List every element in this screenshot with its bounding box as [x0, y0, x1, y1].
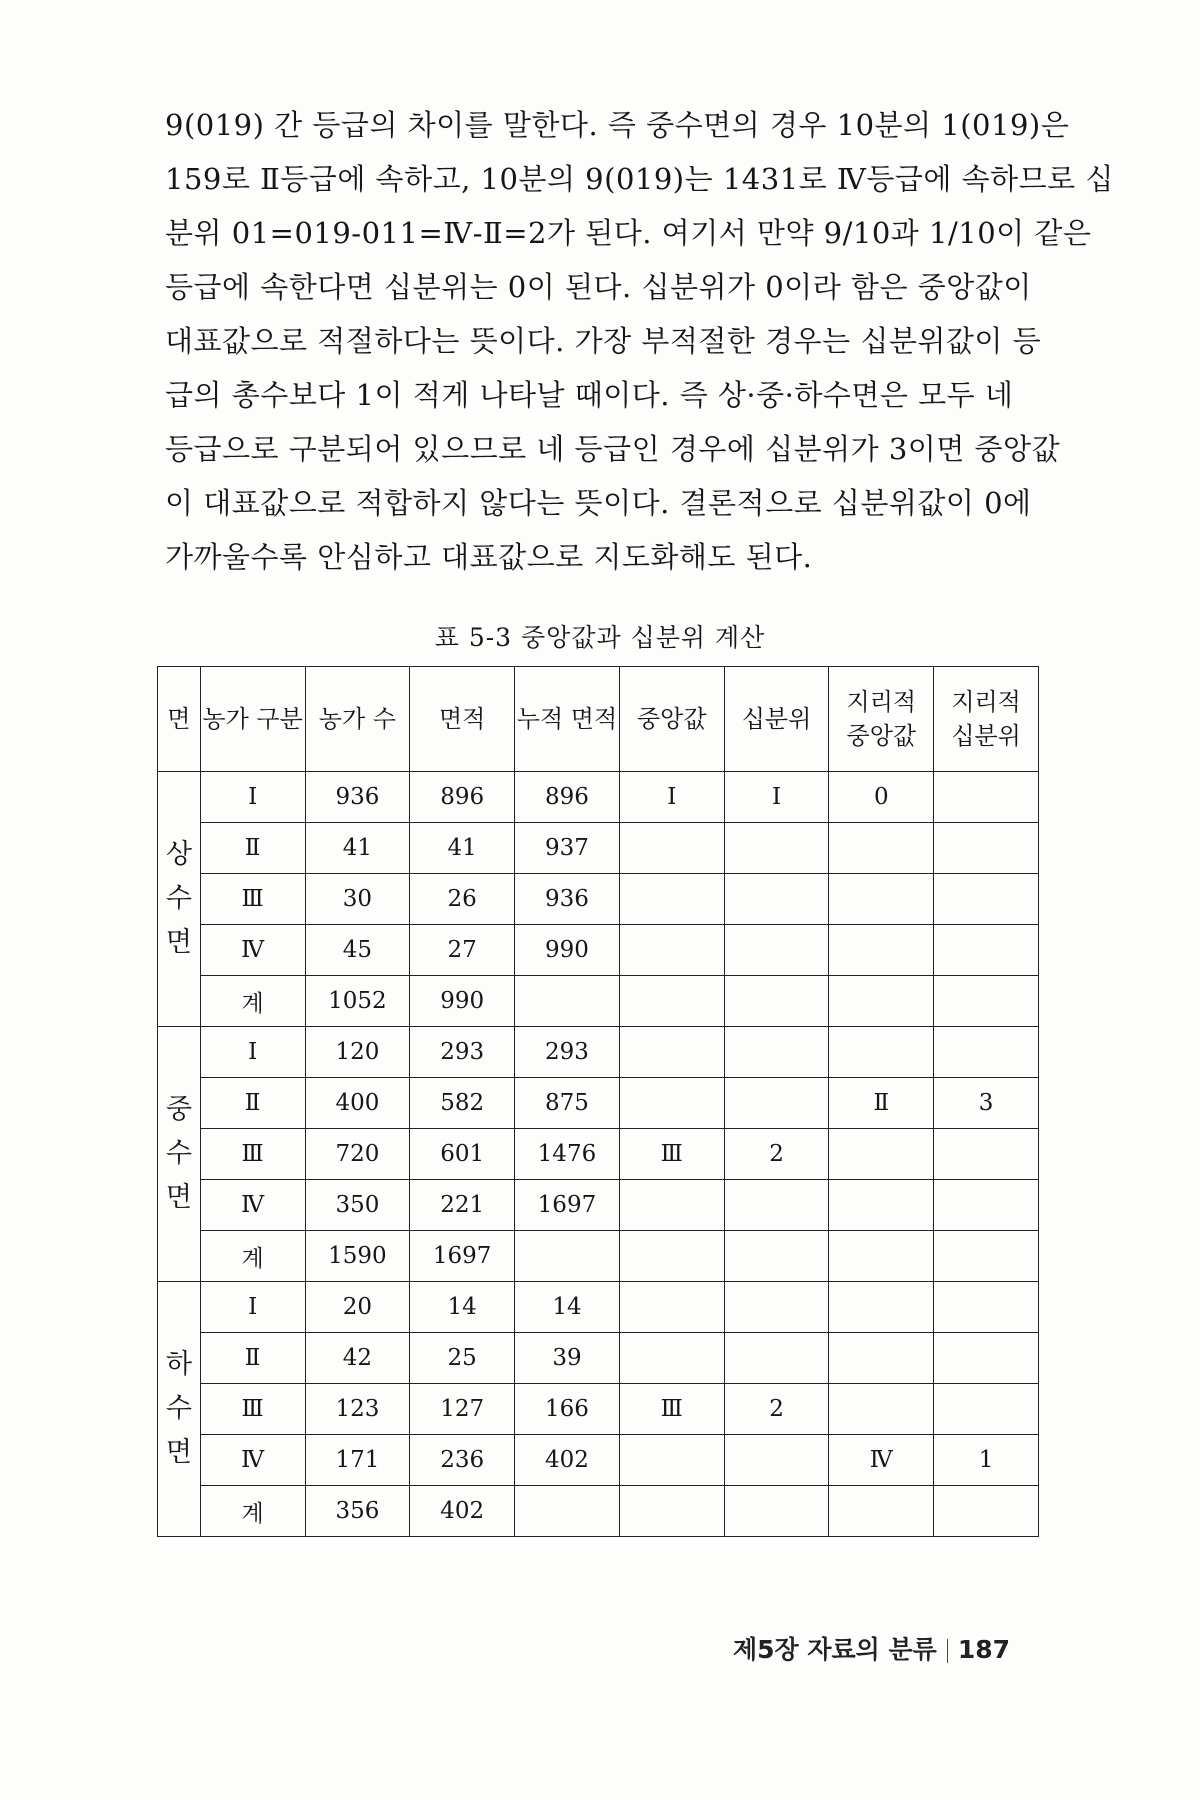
- table-cell: [934, 823, 1039, 874]
- table-cell: 26: [410, 874, 515, 925]
- section-label-char: 하: [165, 1349, 192, 1380]
- table-cell: 123: [305, 1384, 410, 1435]
- table-cell: 896: [515, 772, 620, 823]
- table-cell: [724, 823, 829, 874]
- table-cell: [515, 976, 620, 1027]
- section-label-char: 수: [165, 883, 192, 914]
- table-cell: 42: [305, 1333, 410, 1384]
- table-cell: 936: [305, 772, 410, 823]
- table-cell: [934, 1027, 1039, 1078]
- table-cell: 601: [410, 1129, 515, 1180]
- table-cell: [934, 1333, 1039, 1384]
- table-cell: 45: [305, 925, 410, 976]
- table-cell: 990: [410, 976, 515, 1027]
- table-cell: [934, 1180, 1039, 1231]
- table-cell: [829, 1027, 934, 1078]
- table-cell: [829, 874, 934, 925]
- paragraph-line: 등급으로 구분되어 있으므로 네 등급인 경우에 십분위가 3이면 중앙값: [165, 432, 1061, 466]
- table-cell: [829, 1180, 934, 1231]
- table-cell: [724, 925, 829, 976]
- header-line: 십분위: [951, 722, 1021, 750]
- table-cell: [724, 1027, 829, 1078]
- table-cell: [934, 976, 1039, 1027]
- table-cell: Ⅱ: [200, 823, 305, 874]
- table-cell: 236: [410, 1435, 515, 1486]
- header-cell: 면적: [410, 667, 515, 772]
- table-cell: 0: [829, 772, 934, 823]
- table-cell: [829, 925, 934, 976]
- table-cell: 계: [200, 1231, 305, 1282]
- table-cell: [829, 1384, 934, 1435]
- table-row: [158, 1435, 1039, 1486]
- table-cell: Ⅱ: [200, 1333, 305, 1384]
- table-cell: 1590: [305, 1231, 410, 1282]
- paragraph-line: 가까울수록 안심하고 대표값으로 지도화해도 된다.: [165, 540, 813, 574]
- header-cell: 십분위: [724, 667, 829, 772]
- table-row: [158, 823, 1039, 874]
- table-cell: 1: [934, 1435, 1039, 1486]
- table-cell: 14: [515, 1282, 620, 1333]
- header-line: 지리적: [846, 688, 917, 716]
- table-cell: 293: [410, 1027, 515, 1078]
- table-cell: 41: [410, 823, 515, 874]
- table-cell: [515, 1486, 620, 1537]
- table-cell: [619, 925, 724, 976]
- table-cell: 41: [305, 823, 410, 874]
- table-cell: [829, 1231, 934, 1282]
- table-cell: 990: [515, 925, 620, 976]
- table-cell: 400: [305, 1078, 410, 1129]
- table-cell: Ⅳ: [200, 1435, 305, 1486]
- table-cell: 20: [305, 1282, 410, 1333]
- table-row: [158, 772, 1039, 823]
- table-cell: Ⅰ: [724, 772, 829, 823]
- table-cell: 350: [305, 1180, 410, 1231]
- table-cell: 120: [305, 1027, 410, 1078]
- table-cell: 1697: [410, 1231, 515, 1282]
- table-cell: [934, 874, 1039, 925]
- table-cell: Ⅳ: [829, 1435, 934, 1486]
- table-cell: 계: [200, 976, 305, 1027]
- header-cell: [829, 667, 934, 772]
- table-cell: 356: [305, 1486, 410, 1537]
- table-cell: 293: [515, 1027, 620, 1078]
- table-cell: [829, 823, 934, 874]
- table-row: [158, 1384, 1039, 1435]
- table-cell: 402: [410, 1486, 515, 1537]
- section-label: [158, 772, 201, 1027]
- table-caption: 표 5-3 중앙값과 십분위 계산: [434, 623, 766, 652]
- section-label-char: 면: [165, 1437, 192, 1468]
- paragraph-line: 159로 Ⅱ등급에 속하고, 10분의 9(019)는 1431로 Ⅳ등급에 속하므로 십: [165, 162, 1114, 196]
- paragraph-line: 이 대표값으로 적합하지 않다는 뜻이다. 결론적으로 십분위값이 0에: [165, 486, 1032, 520]
- table-cell: 582: [410, 1078, 515, 1129]
- section-label-char: 수: [165, 1138, 192, 1169]
- table-cell: 402: [515, 1435, 620, 1486]
- table-cell: Ⅲ: [619, 1129, 724, 1180]
- paragraph-line: 분위 01=019-011=Ⅳ-Ⅱ=2가 된다. 여기서 만약 9/10과 1/10이 같은: [165, 216, 1092, 250]
- paragraph-line: 등급에 속한다면 십분위는 0이 된다. 십분위가 0이라 함은 중앙값이: [165, 270, 1032, 304]
- table-cell: [619, 1078, 724, 1129]
- table-cell: 875: [515, 1078, 620, 1129]
- table-cell: [724, 1486, 829, 1537]
- table-cell: [934, 1486, 1039, 1537]
- table-cell: [724, 1078, 829, 1129]
- table-cell: [829, 1486, 934, 1537]
- table-row: [158, 1231, 1039, 1282]
- table-cell: [934, 1384, 1039, 1435]
- table-row: [158, 1486, 1039, 1537]
- table-row: [158, 976, 1039, 1027]
- table-cell: [934, 772, 1039, 823]
- table-cell: [934, 1231, 1039, 1282]
- table-cell: [724, 1282, 829, 1333]
- table-cell: [619, 874, 724, 925]
- table-cell: [724, 1231, 829, 1282]
- table-cell: [724, 1333, 829, 1384]
- table-cell: 27: [410, 925, 515, 976]
- paragraph-line: 급의 총수보다 1이 적게 나타날 때이다. 즉 상·중·하수면은 모두 네: [165, 378, 1014, 412]
- table-cell: [619, 1180, 724, 1231]
- table-cell: [724, 1180, 829, 1231]
- table-cell: 14: [410, 1282, 515, 1333]
- paragraph-line: 대표값으로 적절하다는 뜻이다. 가장 부적절한 경우는 십분위값이 등: [165, 324, 1042, 358]
- body-paragraph: [165, 98, 1114, 584]
- table-row: [158, 1333, 1039, 1384]
- table-row: [158, 925, 1039, 976]
- table-cell: [934, 1282, 1039, 1333]
- table-cell: Ⅲ: [619, 1384, 724, 1435]
- table-row: [158, 1078, 1039, 1129]
- table-cell: [619, 976, 724, 1027]
- table-cell: 1052: [305, 976, 410, 1027]
- median-decile-table: [157, 666, 1039, 1537]
- table-cell: 720: [305, 1129, 410, 1180]
- table-header-row: [158, 667, 1039, 772]
- table-cell: 계: [200, 1486, 305, 1537]
- table-cell: 936: [515, 874, 620, 925]
- table-row: [158, 1282, 1039, 1333]
- table-cell: [515, 1231, 620, 1282]
- table-cell: Ⅳ: [200, 925, 305, 976]
- table-cell: 1697: [515, 1180, 620, 1231]
- footer-divider: [947, 1639, 948, 1663]
- table-cell: [829, 1282, 934, 1333]
- section-label-char: 면: [165, 1182, 192, 1213]
- chapter-title: 제5장 자료의 분류: [732, 1635, 937, 1664]
- table-cell: 3: [934, 1078, 1039, 1129]
- table-cell: 171: [305, 1435, 410, 1486]
- header-cell: [934, 667, 1039, 772]
- table-cell: [619, 1435, 724, 1486]
- table-cell: [724, 1435, 829, 1486]
- table-row: [158, 1027, 1039, 1078]
- table-cell: 2: [724, 1129, 829, 1180]
- table-cell: 937: [515, 823, 620, 874]
- table-cell: 221: [410, 1180, 515, 1231]
- table-row: [158, 1129, 1039, 1180]
- table-cell: [619, 1333, 724, 1384]
- table-cell: 166: [515, 1384, 620, 1435]
- table-row: [158, 1180, 1039, 1231]
- table-row: [158, 874, 1039, 925]
- table-cell: 127: [410, 1384, 515, 1435]
- section-label-char: 수: [165, 1393, 192, 1424]
- table-cell: Ⅰ: [200, 1027, 305, 1078]
- table-cell: Ⅱ: [829, 1078, 934, 1129]
- page-footer: [733, 1630, 1010, 1666]
- table-body: [158, 772, 1039, 1537]
- section-label: [158, 1282, 201, 1537]
- table-cell: 896: [410, 772, 515, 823]
- table-cell: [619, 1027, 724, 1078]
- table-cell: [724, 874, 829, 925]
- header-cell: 중앙값: [619, 667, 724, 772]
- header-cell: 면: [158, 667, 201, 772]
- table-cell: [619, 1282, 724, 1333]
- table-cell: Ⅱ: [200, 1078, 305, 1129]
- table-cell: [619, 823, 724, 874]
- paragraph-line: 9(019) 간 등급의 차이를 말한다. 즉 중수면의 경우 10분의 1(019)은: [165, 108, 1070, 142]
- section-label: [158, 1027, 201, 1282]
- table-cell: Ⅲ: [200, 1384, 305, 1435]
- table-cell: [829, 1333, 934, 1384]
- section-label-char: 중: [165, 1094, 192, 1125]
- table-cell: Ⅲ: [200, 1129, 305, 1180]
- table-cell: Ⅰ: [619, 772, 724, 823]
- table-cell: 2: [724, 1384, 829, 1435]
- table-cell: [724, 976, 829, 1027]
- table-cell: [829, 976, 934, 1027]
- table-cell: Ⅰ: [200, 1282, 305, 1333]
- table-cell: 39: [515, 1333, 620, 1384]
- page-number: 187: [957, 1635, 1010, 1664]
- header-cell: 누적 면적: [515, 667, 620, 772]
- section-label-char: 면: [165, 927, 192, 958]
- table-cell: Ⅳ: [200, 1180, 305, 1231]
- table-cell: [619, 1231, 724, 1282]
- header-line: 지리적: [951, 688, 1021, 716]
- table-cell: [619, 1486, 724, 1537]
- header-cell: 농가 수: [305, 667, 410, 772]
- header-cell: 농가 구분: [200, 667, 305, 772]
- section-label-char: 상: [165, 839, 192, 870]
- header-line: 중앙값: [846, 722, 917, 750]
- table-cell: 25: [410, 1333, 515, 1384]
- table-cell: Ⅰ: [200, 772, 305, 823]
- table-cell: 1476: [515, 1129, 620, 1180]
- table-cell: [829, 1129, 934, 1180]
- table-cell: Ⅲ: [200, 874, 305, 925]
- table-cell: [934, 925, 1039, 976]
- table-cell: 30: [305, 874, 410, 925]
- table-cell: [934, 1129, 1039, 1180]
